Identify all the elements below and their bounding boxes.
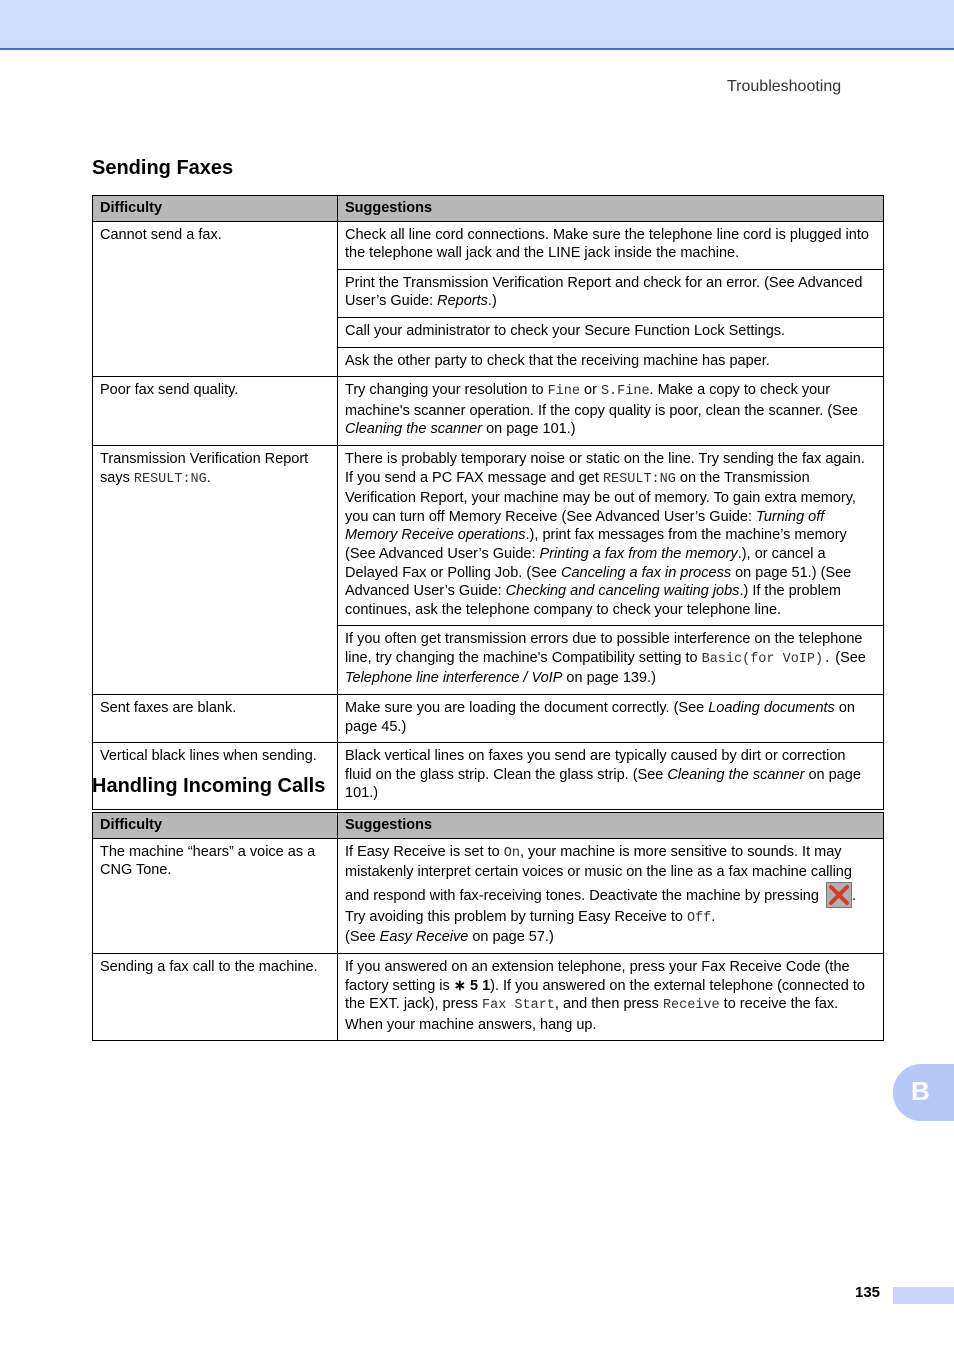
- suggestion-cell: If you often get transmission errors due to possible interference on the telephone line, try changing the machine's Compatibility setting to Basic(for VoIP). (See Telephone line interference / VoIP on page 139.): [338, 626, 884, 695]
- suggestion-cell: Print the Transmission Verification Report and check for an error. (See Advanced User’s Guide: Reports.): [338, 269, 884, 317]
- difficulty-cell: Cannot send a fax.: [93, 221, 338, 377]
- header-band: [0, 0, 954, 50]
- difficulty-cell: Sending a fax call to the machine.: [93, 953, 338, 1040]
- column-header-difficulty: Difficulty: [93, 196, 338, 222]
- column-header-suggestions: Suggestions: [338, 813, 884, 839]
- table-row: [93, 445, 884, 625]
- section-title-handling-incoming-calls: Handling Incoming Calls: [92, 775, 326, 797]
- column-header-difficulty: Difficulty: [93, 813, 338, 839]
- incoming-calls-table: [92, 812, 884, 1041]
- chapter-tab-label: B: [911, 1076, 930, 1106]
- difficulty-cell: Poor fax send quality.: [93, 377, 338, 446]
- table-row: [93, 953, 884, 1040]
- difficulty-cell: The machine “hears” a voice as a CNG Tone.: [93, 838, 338, 953]
- table-header-row: [93, 196, 884, 222]
- section-title-sending-faxes: Sending Faxes: [92, 157, 234, 179]
- chapter-tab: [893, 1064, 954, 1121]
- running-head: Troubleshooting: [727, 78, 842, 95]
- difficulty-cell: Vertical black lines when sending.: [93, 743, 338, 810]
- suggestion-cell: If Easy Receive is set to On, your machine is more sensitive to sounds. It may mistakenly interpret certain voices or music on the line as a fax machine calling and respond with fax-receiving tones. Deactivate the machine by pressing . Try avoiding this problem by turning Easy Receive to Off. (See Easy Receive on page 57.): [338, 838, 884, 953]
- column-header-suggestions: Suggestions: [338, 196, 884, 222]
- difficulty-cell: Transmission Verification Report says RESULT:NG.: [93, 445, 338, 694]
- suggestion-cell: Make sure you are loading the document correctly. (See Loading documents on page 45.): [338, 695, 884, 743]
- difficulty-cell: Sent faxes are blank.: [93, 695, 338, 743]
- suggestion-cell: Check all line cord connections. Make sure the telephone line cord is plugged into the telephone wall jack and the LINE jack inside the machine.: [338, 221, 884, 269]
- table-row: [93, 838, 884, 953]
- sending-faxes-table: [92, 195, 884, 810]
- table-row: [93, 221, 884, 269]
- suggestion-cell: Try changing your resolution to Fine or S.Fine. Make a copy to check your machine's scanner operation. If the copy quality is poor, clean the scanner. (See Cleaning the scanner on page 101.): [338, 377, 884, 446]
- page-number-bar: [893, 1287, 954, 1304]
- table-header-row: [93, 813, 884, 839]
- suggestion-cell: Call your administrator to check your Secure Function Lock Settings.: [338, 317, 884, 347]
- suggestion-cell: Black vertical lines on faxes you send are typically caused by dirt or correction fluid on the glass strip. Clean the glass strip. (See Cleaning the scanner on page 101.): [338, 743, 884, 810]
- suggestion-cell: Ask the other party to check that the receiving machine has paper.: [338, 347, 884, 377]
- table-row: [93, 695, 884, 743]
- suggestion-cell: If you answered on an extension telephone, press your Fax Receive Code (the factory setting is ∗ 5 1). If you answered on the external telephone (connected to the EXT. jack), press Fax Start, and then press Receive to receive the fax. When your machine answers, hang up.: [338, 953, 884, 1040]
- stop-exit-key-icon: [826, 882, 852, 908]
- page-number: 135: [855, 1284, 881, 1301]
- table-row: [93, 377, 884, 446]
- suggestion-cell: There is probably temporary noise or static on the line. Try sending the fax again. If you send a PC FAX message and get RESULT:NG on the Transmission Verification Report, your machine may be out of memory. To gain extra memory, you can turn off Memory Receive (See Advanced User’s Guide: Turning off Memory Receive operations.), print fax messages from the machine’s memory (See Advanced User’s Guide: Printing a fax from the memory.), or cancel a Delayed Fax or Polling Job. (See Canceling a fax in process on page 51.) (See Advanced User’s Guide: Checking and canceling waiting jobs.) If the problem continues, ask the telephone company to check your telephone line.: [338, 445, 884, 625]
